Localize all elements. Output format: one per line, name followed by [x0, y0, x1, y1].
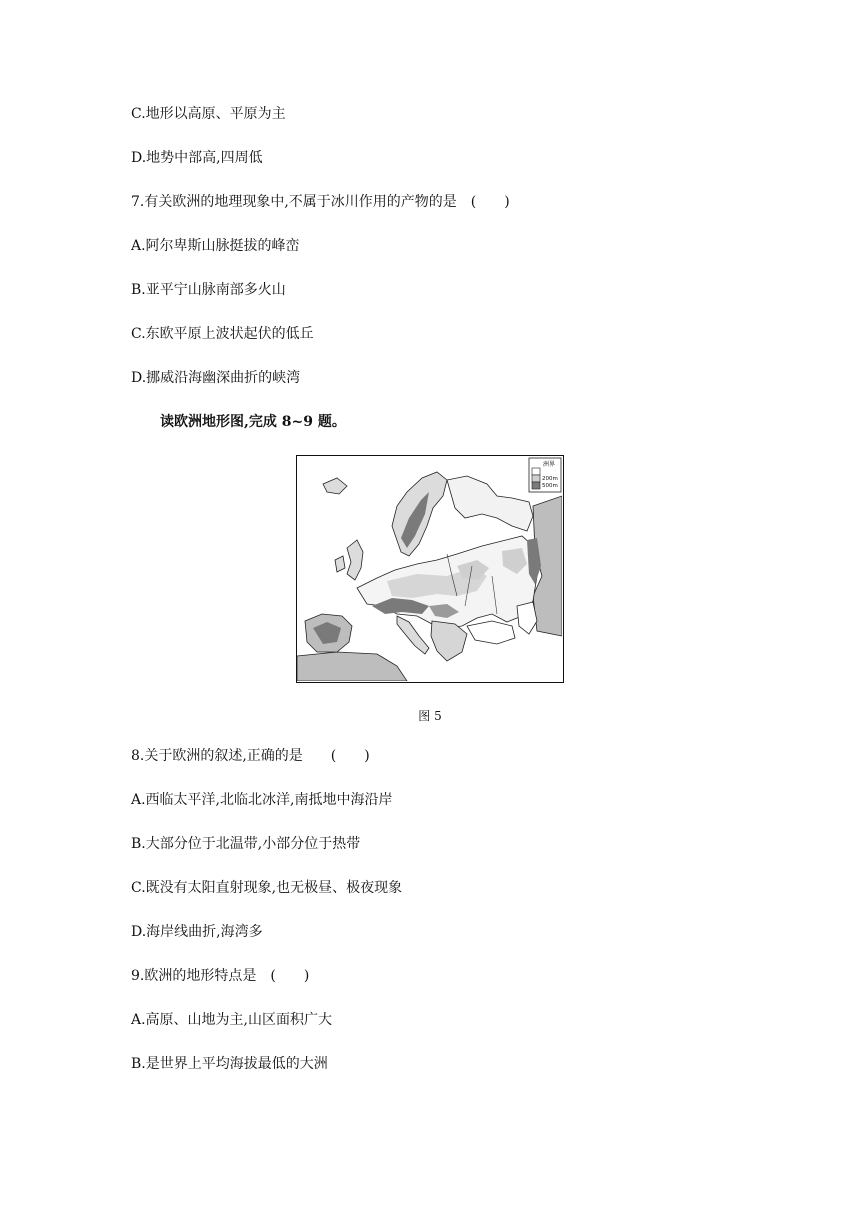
- question-9: 9.欧洲的地形特点是 ( ): [131, 968, 310, 984]
- option-6d: D.地势中部高,四周低: [131, 150, 263, 166]
- option-7a: A.阿尔卑斯山脉挺拔的峰峦: [131, 238, 300, 254]
- option-8c: C.既没有太阳直射现象,也无极昼、极夜现象: [131, 880, 403, 896]
- option-8b: B.大部分位于北温带,小部分位于热带: [131, 836, 361, 852]
- option-9a: A.高原、山地为主,山区面积广大: [131, 1012, 333, 1028]
- option-6c: C.地形以高原、平原为主: [131, 106, 286, 122]
- legend-200m: 200m: [542, 476, 558, 482]
- europe-terrain-map: [296, 455, 564, 683]
- option-8d: D.海岸线曲折,海湾多: [131, 924, 263, 940]
- option-8a: A.西临太平洋,北临北冰洋,南抵地中海沿岸: [131, 792, 393, 808]
- option-7d: D.挪威沿海幽深曲折的峡湾: [131, 370, 301, 386]
- reading-instruction: 读欧洲地形图,完成 8~9 题。: [160, 414, 346, 430]
- option-7b: B.亚平宁山脉南部多火山: [131, 282, 286, 298]
- figure-caption: 图 5: [418, 709, 442, 723]
- europe-map-graphic: [297, 456, 562, 681]
- question-7: 7.有关欧洲的地理现象中,不属于冰川作用的产物的是 ( ): [131, 194, 510, 210]
- option-7c: C.东欧平原上波状起伏的低丘: [131, 326, 314, 342]
- legend-500m: 500m: [542, 483, 558, 489]
- legend-title: 洲界: [543, 461, 556, 468]
- option-9b: B.是世界上平均海拔最低的大洲: [131, 1056, 328, 1072]
- question-8: 8.关于欧洲的叙述,正确的是 ( ): [131, 748, 370, 764]
